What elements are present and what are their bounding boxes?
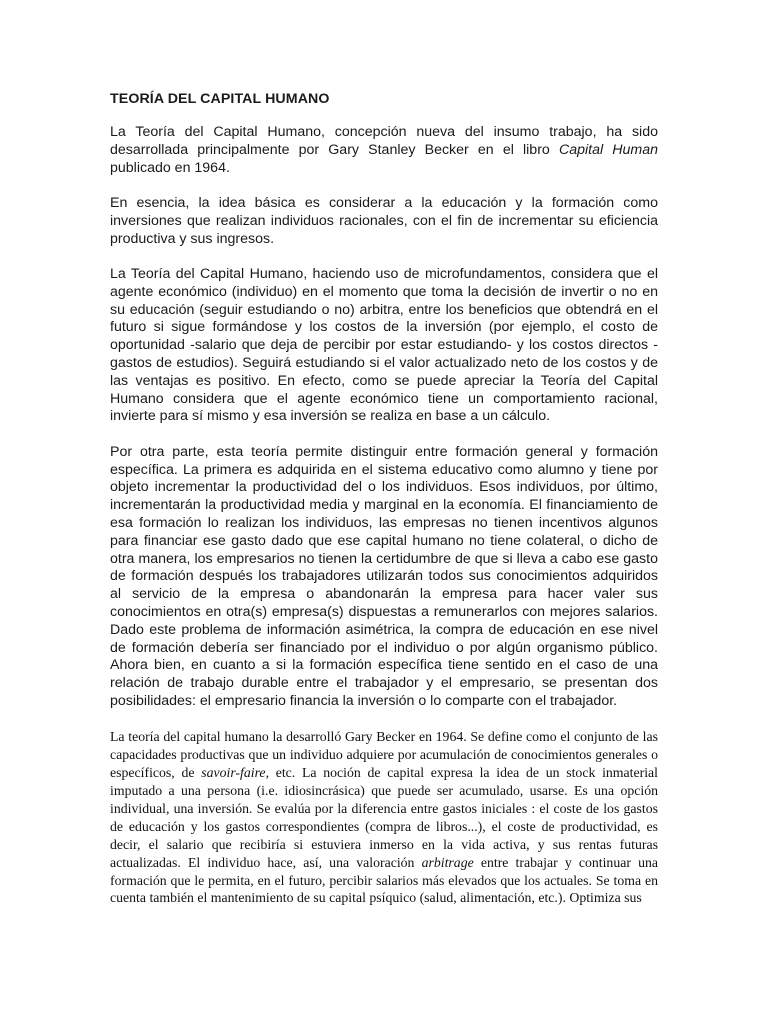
paragraph-intro-end: publicado en 1964.	[110, 159, 230, 176]
paragraph-intro	[110, 124, 658, 177]
definition-text-3: entre trabajar y continuar una formación que le permita, en el futuro, percibir salarios más elevados que los actuales. Se toma en cuenta también el mantenimiento de su capital psíquico (salud, alimentación, etc.). Optimiza sus	[110, 854, 659, 906]
page-title: TEORÍA DEL CAPITAL HUMANO	[110, 91, 330, 107]
savoir-faire-term: savoir-faire	[201, 765, 266, 781]
definition-text-1: La teoría del capital humano la desarrolló Gary Becker en 1964. Se define como el conjunto de las capacidades productivas que un individuo adquiere por acumulación de conocimientos generales o específicos, de	[110, 729, 658, 781]
paragraph-general-vs-specific: Por otra parte, esta teoría permite distinguir entre formación general y formación específica. La primera es adquirida en el sistema educativo como alumno y tiene por objeto incrementar la productividad del o los individuos. Esos individuos, por último, incrementarán la productividad media y marginal en la economía. El financiamiento de esa formación lo realizan los individuos, las empresas no tienen incentivos algunos para financiar ese gasto dado que ese capital humano no tiene colateral, o dicho de otra manera, los empresarios no tienen la certidumbre de que si lleva a cabo ese gasto de formación después los trabajadores utilizarán todos sus conocimientos adquiridos al servicio de la empresa o abandonarán la empresa para hacer valer sus conocimientos en otra(s) empresa(s) dispuestas a remunerarlos con mejores salarios. Dado este problema de información asimétrica, la compra de educación en ese nivel de formación debería ser financiado por el individuo o por algún organismo público. Ahora bien, en cuanto a si la formación específica tiene sentido en el caso de una relación de trabajo durable entre el trabajador y el empresario, se presentan dos posibilidades: el empresario financia la inversión o lo comparte con el trabajador.	[110, 443, 658, 709]
paragraph-becker-definition	[110, 728, 658, 907]
definition-text-2: , etc. La noción de capital expresa la idea de un stock inmaterial imputado a una persona (i.e. idiosincrásica) que puede ser acumulado, usarse. Es una opción individual, una inversión. Se evalúa por la diferencia entre gastos iniciales : el coste de los gastos de educación y los gastos correspondientes (compra de libros...), el coste de productividad, es decir, el salario que recibiría si estuviera inmerso en la vida activa, y sus rentas futuras actualizadas. El individuo hace, así, una valoración	[110, 765, 658, 870]
paragraph-essence: En esencia, la idea básica es considerar a la educación y la formación como inversiones que realizan individuos racionales, con el fin de incrementar su eficiencia productiva y sus ingresos.	[110, 194, 658, 247]
paragraph-microfoundations: La Teoría del Capital Humano, haciendo uso de microfundamentos, considera que el agente económico (individuo) en el momento que toma la decisión de invertir o no en su educación (seguir estudiando o no) arbitra, entre los beneficios que obtendrá en el futuro si sigue formándose y los costos de la inversión (por ejemplo, el costo de oportunidad -salario que deja de percibir por estar estudiando- y los costos directos -gastos de estudios). Seguirá estudiando si el valor actualizado neto de los costos y de las ventajas es positivo. En efecto, como se puede apreciar la Teoría del Capital Humano considera que el agente económico tiene un comportamiento racional, invierte para sí mismo y esa inversión se realiza en base a un cálculo.	[110, 265, 658, 425]
book-title: Capital Human	[558, 141, 659, 158]
document-body	[110, 91, 658, 907]
paragraph-intro-text: La Teoría del Capital Humano, concepción nueva del insumo trabajo, ha sido desarrollada principalmente por Gary Stanley Becker en el libro	[110, 124, 658, 158]
arbitrage-term: arbitrage	[421, 854, 474, 870]
